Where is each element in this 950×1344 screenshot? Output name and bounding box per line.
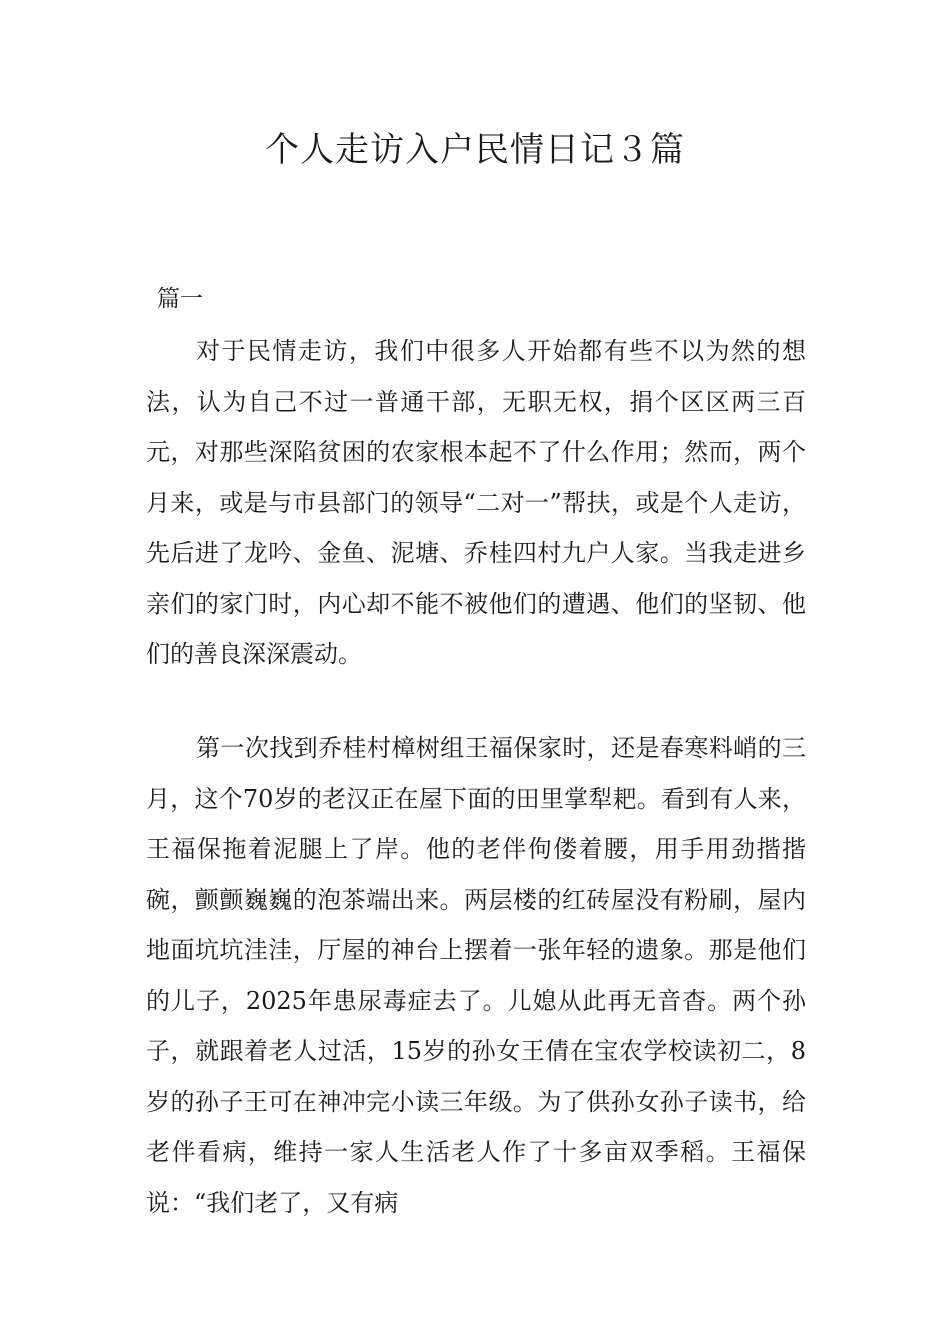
section-label: 篇一 <box>157 286 203 312</box>
body-paragraph: 对于民情走访，我们中很多人开始都有些不以为然的想法，认为自己不过一普通干部，无职无权，捐个区区两三百元，对那些深陷贫困的农家根本起不了什么作用；然而，两个月来，或是与市县部门的领导“二对一”帮扶，或是个人走访，先后进了龙吟、金鱼、泥塘、乔桂四村九户人家。当我走进乡亲们的家门时，内心却不能不被他们的遭遇、他们的坚韧、他们的善良深深震动。 <box>146 337 806 668</box>
body-paragraph: 第一次找到乔桂村樟树组王福保家时，还是春寒料峭的三月，这个70岁的老汉正在屋下面的田里掌犁耙。看到有人来，王福保拖着泥腿上了岸。他的老伴佝偻着腰，用手用劲揩揩碗，颤颤巍巍的泡茶端出来。两层楼的红砖屋没有粉刷，屋内地面坑坑洼洼，厅屋的神台上摆着一张年轻的遗象。那是他们的儿子，2025年患尿毒症去了。儿媳从此再无音杳。两个孙子，就跟着老人过活，15岁的孙女王倩在宝农学校读初二，8岁的孙子王可在神冲完小读三年级。为了供孙女孙子读书，给老伴看病，维持一家人生活老人作了十多亩双季稻。王福保说：“我们老了，又有病 <box>146 734 806 1217</box>
document-title: 个人走访入户民情日记３篇 <box>265 130 685 170</box>
